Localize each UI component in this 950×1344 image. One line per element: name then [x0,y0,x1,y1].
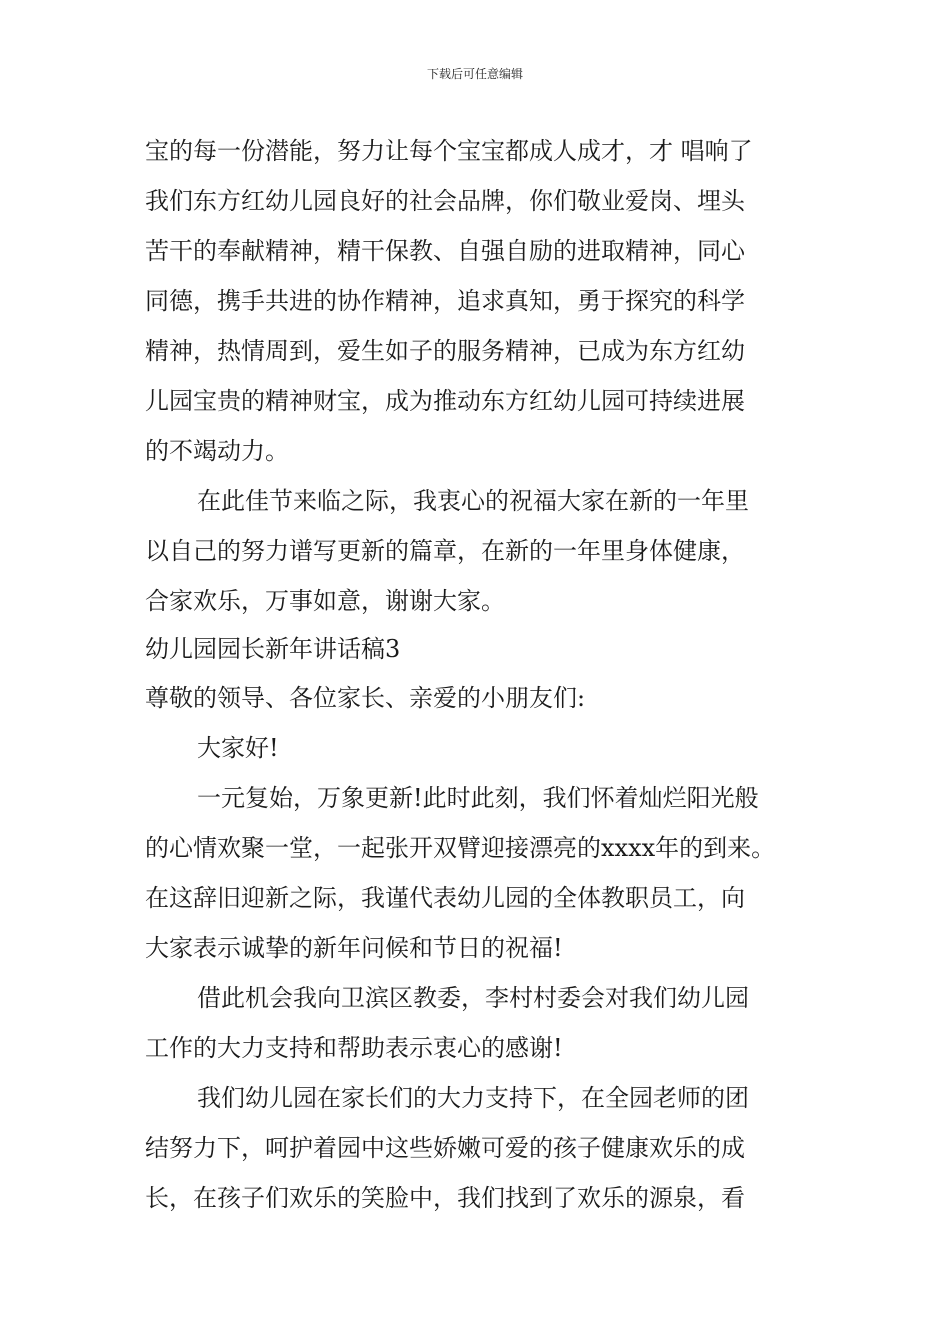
text-line: 合家欢乐，万事如意，谢谢大家。 [145,587,505,615]
text-line: 借此机会我向卫滨区教委，李村村委会对我们幼儿园 [197,984,749,1012]
text-line: 我们东方红幼儿园良好的社会品牌，你们敬业爱岗、埋头 [145,187,745,215]
text-line: 工作的大力支持和帮助表示衷心的感谢! [145,1034,563,1062]
text-line: 的不竭动力。 [145,437,289,465]
text-line: 在此佳节来临之际，我衷心的祝福大家在新的一年里 [197,487,749,515]
page-header: 下载后可任意编辑 [426,67,523,81]
paragraph [145,773,825,973]
text-line: 苦干的奉献精神，精干保教、自强自励的进取精神，同心 [145,237,745,265]
text-line: 长，在孩子们欢乐的笑脸中，我们找到了欢乐的源泉，看 [145,1184,745,1212]
text-line: 儿园宝贵的精神财宝，成为推动东方红幼儿园可持续进展 [145,387,745,415]
text-line: 大家表示诚挚的新年问候和节日的祝福! [145,934,563,962]
section-heading [145,626,825,673]
text-line: 一元复始，万象更新!此时此刻，我们怀着灿烂阳光般 [197,784,759,812]
paragraph [145,973,825,1073]
text-line: 以自己的努力谱写更新的篇章，在新的一年里身体健康， [145,537,745,565]
paragraph [145,1073,825,1223]
paragraph [145,126,825,476]
text-line: 的心情欢聚一堂，一起张开双臂迎接漂亮的xxxx年的到来。 [145,834,776,862]
text-line: 我们幼儿园在家长们的大力支持下，在全园老师的团 [197,1084,749,1112]
text-line: 大家好! [197,734,279,762]
text-line: 同德，携手共进的协作精神，追求真知，勇于探究的科学 [145,287,745,315]
document-body [145,126,825,1223]
heading-text: 幼儿园园长新年讲话稿3 [145,635,401,663]
text-line: 结努力下，呵护着园中这些娇嫩可爱的孩子健康欢乐的成 [145,1134,745,1162]
paragraph [145,673,825,723]
text-line: 宝的每一份潜能，努力让每个宝宝都成人成才，才 唱响了 [145,137,753,165]
paragraph [145,476,825,626]
text-line: 在这辞旧迎新之际，我谨代表幼儿园的全体教职员工，向 [145,884,745,912]
text-line: 精神，热情周到，爱生如子的服务精神，已成为东方红幼 [145,337,745,365]
paragraph [145,723,825,773]
text-line: 尊敬的领导、各位家长、亲爱的小朋友们: [145,684,586,712]
